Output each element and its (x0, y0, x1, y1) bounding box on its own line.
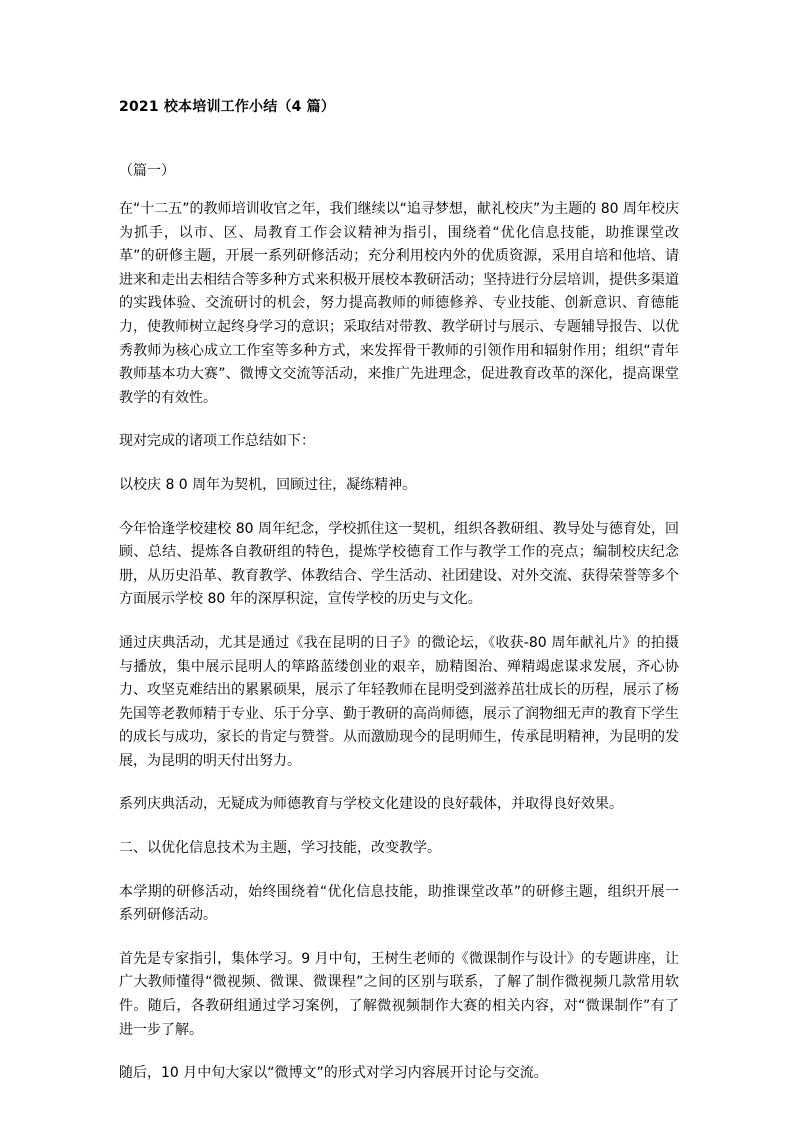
paragraph-intro: 在“十二五”的教师培训收官之年，我们继续以“追寻梦想，献礼校庆”为主题的 80 周年校庆为抓手，以市、区、局教育工作会议精神为指引，围绕着“优化信息技能，助推课堂改革”的研修主题，开展一系列研修活动；充分利用校内外的优质资源，采用自培和他培、请进来和走出去相结合等多种方式来积极开展校本教研活动；坚持进行分层培训，提供多渠道的实践体验、交流研讨的机会，努力提高教师的师德修养、专业技能、创新意识、育德能力，使教师树立起终身学习的意识；采取结对带教、教学研讨与展示、专题辅导报告、以优秀教师为核心成立工作室等多种方式，来发挥骨干教师的引领作用和辐射作用；组织“青年教师基本功大赛”、微博文交流等活动，来推广先进理念，促进教育改革的深化，提高课堂教学的有效性。 (119, 201, 679, 406)
paragraph-celebration: 通过庆典活动，尤其是通过《我在昆明的日子》的微论坛，《收获-80 周年献礼片》的拍摄与播放，集中展示昆明人的筚路蓝缕创业的艰辛，励精图治、殚精竭虑谋求发展，齐心协力、攻坚克难结出的累累硕果，展示了年轻教师在昆明受到滋养茁壮成长的历程，展示了杨先国等老教师精于专业、乐于分享、勤于教研的高尚师德，展示了润物细无声的教育下学生的成长与成功，家长的肯定与赞誉。从而激励现今的昆明师生，传承昆明精神，为昆明的发展，为昆明的明天付出努力。 (119, 634, 679, 769)
paragraph-heading-info-tech: 二、以优化信息技术为主题，学习技能，改变教学。 (119, 840, 441, 857)
paragraph-heading-anniversary: 以校庆 8 0 周年为契机，回顾过往，凝练精神。 (119, 476, 417, 493)
paragraph-expert-guidance: 首先是专家指引，集体学习。9 月中旬，王树生老师的《微课制作与设计》的专题讲座，让广大教师懂得“微视频、微课、微课程”之间的区别与联系，了解了制作微视频几款常用软件。随后，各教研组通过学习案例，了解微视频制作大赛的相关内容，对“微课制作”有了进一步了解。 (119, 950, 679, 1038)
paragraph-celebration-result: 系列庆典活动，无疑成为师德教育与学校文化建设的良好载体，并取得良好效果。 (119, 796, 623, 813)
paragraph-research-theme: 本学期的研修活动，始终围绕着“优化信息技能，助推课堂改革”的研修主题，组织开展一系列研修活动。 (119, 883, 679, 924)
paragraph-summary-lead: 现对完成的诸项工作总结如下： (119, 433, 315, 450)
section-label: （篇一） (119, 163, 175, 179)
document-body (119, 96, 679, 1086)
document-title: 2021 校本培训工作小结（4 篇） (119, 99, 336, 115)
paragraph-anniversary: 今年恰逢学校建校 80 周年纪念，学校抓住这一契机，组织各教研组、教导处与德育处，回顾、总结、提炼各自教研组的特色，提炼学校德育工作与教学工作的亮点；编制校庆纪念册，从历史沿革、教育教学、体教结合、学生活动、社团建设、对外交流、获得荣誉等多个方面展示学校 80 年的深厚积淀，宣传学校的历史与文化。 (119, 520, 679, 608)
paragraph-microblog: 随后，10 月中旬大家以“微博文”的形式对学习内容展开讨论与交流。 (119, 1065, 548, 1082)
